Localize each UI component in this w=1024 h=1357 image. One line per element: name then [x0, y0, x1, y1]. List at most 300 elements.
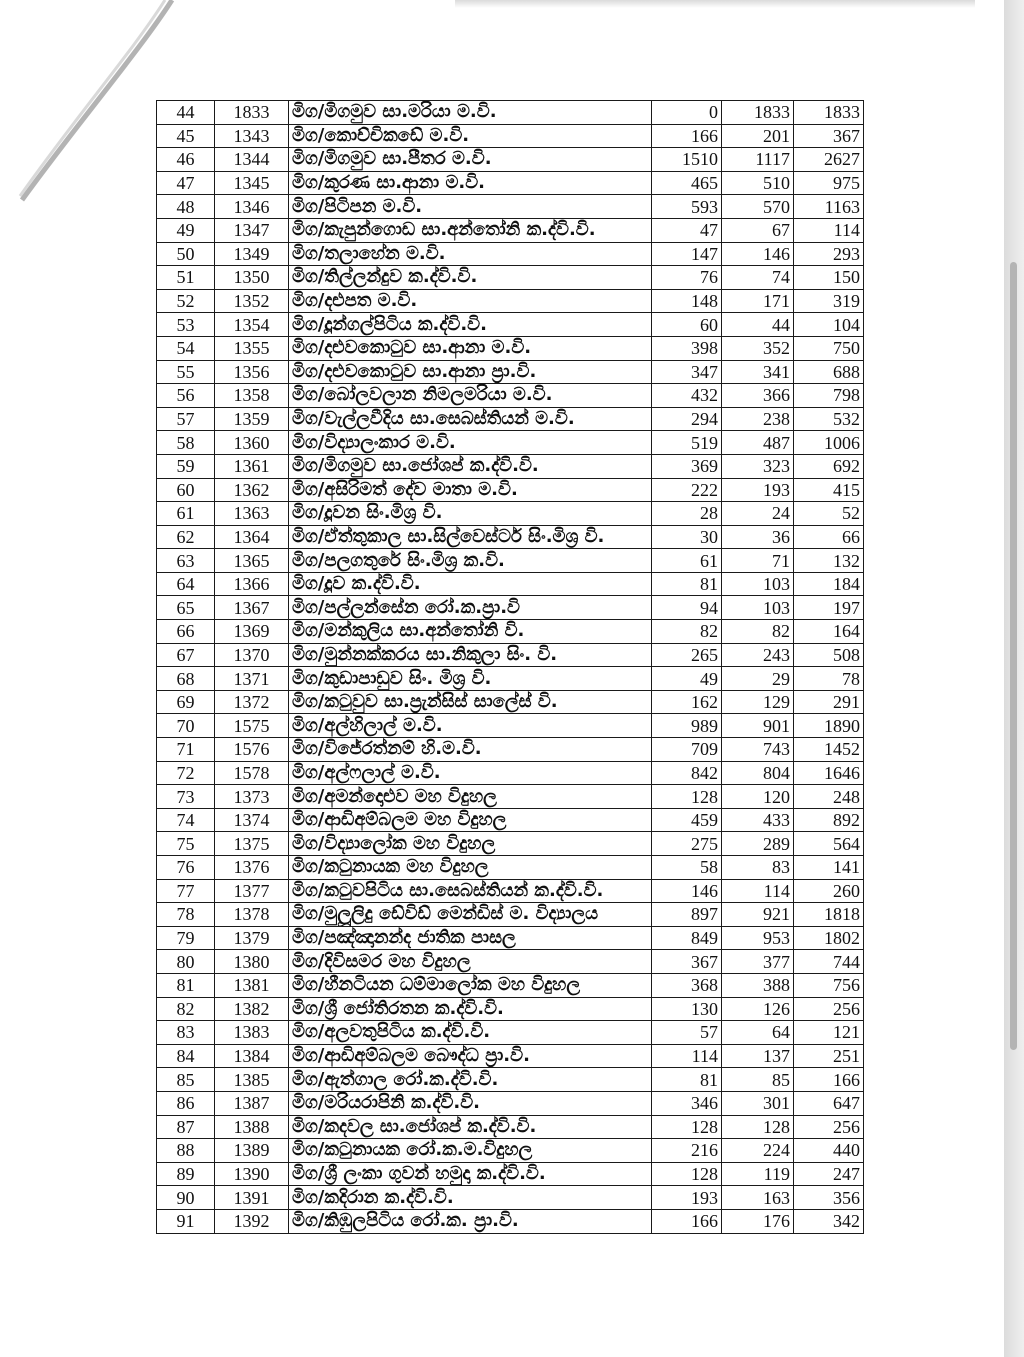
- table-row: [157, 549, 864, 573]
- total-count-cell: 342: [794, 1209, 864, 1233]
- table-row: [157, 525, 864, 549]
- boys-count-cell: 347: [652, 360, 722, 384]
- boys-count-cell: 58: [652, 856, 722, 880]
- row-number-cell: 75: [157, 832, 215, 856]
- boys-count-cell: 148: [652, 289, 722, 313]
- total-count-cell: 1833: [794, 101, 864, 125]
- boys-count-cell: 146: [652, 879, 722, 903]
- school-name-cell: මිග/මිගමුව සා.පීතර ම.වි.: [289, 148, 652, 172]
- boys-count-cell: 128: [652, 785, 722, 809]
- table-row: [157, 856, 864, 880]
- row-number-cell: 68: [157, 667, 215, 691]
- row-number-cell: 56: [157, 384, 215, 408]
- school-name-cell: මිග/කිඹුලපිටිය රෝ.ක. ප්‍රා.වි.: [289, 1209, 652, 1233]
- total-count-cell: 166: [794, 1068, 864, 1092]
- table-row: [157, 1021, 864, 1045]
- boys-count-cell: 81: [652, 572, 722, 596]
- girls-count-cell: 1833: [722, 101, 794, 125]
- school-name-cell: මිග/පිටිපන ම.වි.: [289, 195, 652, 219]
- row-number-cell: 59: [157, 454, 215, 478]
- row-number-cell: 57: [157, 407, 215, 431]
- boys-count-cell: 130: [652, 997, 722, 1021]
- girls-count-cell: 921: [722, 903, 794, 927]
- total-count-cell: 367: [794, 124, 864, 148]
- school-code-cell: 1372: [215, 690, 289, 714]
- table-row: [157, 997, 864, 1021]
- girls-count-cell: 352: [722, 336, 794, 360]
- total-count-cell: 750: [794, 336, 864, 360]
- girls-count-cell: 137: [722, 1044, 794, 1068]
- row-number-cell: 58: [157, 431, 215, 455]
- row-number-cell: 46: [157, 148, 215, 172]
- table-row: [157, 785, 864, 809]
- school-code-cell: 1358: [215, 384, 289, 408]
- school-code-cell: 1379: [215, 926, 289, 950]
- total-count-cell: 114: [794, 218, 864, 242]
- row-number-cell: 54: [157, 336, 215, 360]
- school-code-cell: 1389: [215, 1139, 289, 1163]
- school-name-cell: මිග/වැල්ලවීදිය සා.සෙබස්තියන් ම.වි.: [289, 407, 652, 431]
- row-number-cell: 61: [157, 502, 215, 526]
- school-code-cell: 1369: [215, 620, 289, 644]
- total-count-cell: 52: [794, 502, 864, 526]
- table-row: [157, 738, 864, 762]
- school-code-cell: 1367: [215, 596, 289, 620]
- girls-count-cell: 64: [722, 1021, 794, 1045]
- row-number-cell: 47: [157, 171, 215, 195]
- table-row: [157, 1139, 864, 1163]
- total-count-cell: 293: [794, 242, 864, 266]
- school-code-cell: 1373: [215, 785, 289, 809]
- total-count-cell: 756: [794, 973, 864, 997]
- total-count-cell: 532: [794, 407, 864, 431]
- total-count-cell: 1818: [794, 903, 864, 927]
- row-number-cell: 76: [157, 856, 215, 880]
- school-name-cell: මිග/මුලූලිදු ඩේවිඩ් මෙන්ඩිස් ම. විද්‍යාලය: [289, 903, 652, 927]
- row-number-cell: 82: [157, 997, 215, 1021]
- row-number-cell: 50: [157, 242, 215, 266]
- total-count-cell: 692: [794, 454, 864, 478]
- boys-count-cell: 57: [652, 1021, 722, 1045]
- school-code-cell: 1576: [215, 738, 289, 762]
- school-code-cell: 1390: [215, 1162, 289, 1186]
- school-name-cell: මිග/දිවිසමර මහ විදුහල: [289, 950, 652, 974]
- total-count-cell: 184: [794, 572, 864, 596]
- boys-count-cell: 114: [652, 1044, 722, 1068]
- school-code-cell: 1370: [215, 643, 289, 667]
- table-row: [157, 1186, 864, 1210]
- girls-count-cell: 804: [722, 761, 794, 785]
- school-code-cell: 1343: [215, 124, 289, 148]
- school-name-cell: මිග/මිගමුව සා.මරියා ම.වි.: [289, 101, 652, 125]
- boys-count-cell: 0: [652, 101, 722, 125]
- total-count-cell: 164: [794, 620, 864, 644]
- girls-count-cell: 341: [722, 360, 794, 384]
- school-code-cell: 1361: [215, 454, 289, 478]
- row-number-cell: 66: [157, 620, 215, 644]
- table-row: [157, 879, 864, 903]
- school-name-cell: මිග/මරියරාපිනි ක.ද්වි.වි.: [289, 1091, 652, 1115]
- girls-count-cell: 163: [722, 1186, 794, 1210]
- boys-count-cell: 82: [652, 620, 722, 644]
- school-name-cell: මිග/අල්හිලාල් ම.වි.: [289, 714, 652, 738]
- school-name-cell: මිග/කටුනායක මහ විදුහල: [289, 856, 652, 880]
- girls-count-cell: 36: [722, 525, 794, 549]
- school-code-cell: 1362: [215, 478, 289, 502]
- total-count-cell: 251: [794, 1044, 864, 1068]
- girls-count-cell: 119: [722, 1162, 794, 1186]
- total-count-cell: 744: [794, 950, 864, 974]
- school-code-cell: 1350: [215, 266, 289, 290]
- total-count-cell: 260: [794, 879, 864, 903]
- table-row: [157, 950, 864, 974]
- girls-count-cell: 176: [722, 1209, 794, 1233]
- table-row: [157, 384, 864, 408]
- school-code-cell: 1356: [215, 360, 289, 384]
- row-number-cell: 60: [157, 478, 215, 502]
- school-code-cell: 1378: [215, 903, 289, 927]
- school-code-cell: 1382: [215, 997, 289, 1021]
- school-code-cell: 1344: [215, 148, 289, 172]
- row-number-cell: 90: [157, 1186, 215, 1210]
- girls-count-cell: 71: [722, 549, 794, 573]
- total-count-cell: 248: [794, 785, 864, 809]
- school-name-cell: මිග/මිගමුව සා.ජෝශප් ක.ද්වි.වි.: [289, 454, 652, 478]
- row-number-cell: 44: [157, 101, 215, 125]
- total-count-cell: 247: [794, 1162, 864, 1186]
- school-code-cell: 1383: [215, 1021, 289, 1045]
- school-name-cell: මිග/ඇත්ගාල රෝ.ක.ද්වි.වි.: [289, 1068, 652, 1092]
- girls-count-cell: 44: [722, 313, 794, 337]
- school-name-cell: මිග/කදවල සා.ජෝශප් ක.ද්වි.වි.: [289, 1115, 652, 1139]
- table-row: [157, 690, 864, 714]
- school-name-cell: මිග/හීනටියන ධම්මාලෝක මහ විදුහල: [289, 973, 652, 997]
- boys-count-cell: 28: [652, 502, 722, 526]
- school-name-cell: මිග/දළුවකොටුව සා.ආනා ම.වි.: [289, 336, 652, 360]
- girls-count-cell: 126: [722, 997, 794, 1021]
- girls-count-cell: 301: [722, 1091, 794, 1115]
- boys-count-cell: 275: [652, 832, 722, 856]
- girls-count-cell: 29: [722, 667, 794, 691]
- boys-count-cell: 166: [652, 124, 722, 148]
- boys-count-cell: 128: [652, 1115, 722, 1139]
- row-number-cell: 88: [157, 1139, 215, 1163]
- school-name-cell: මිග/ඒත්තුකාල සා.සිල්වෙස්ටර් සිං.මිශ්‍ර වි.: [289, 525, 652, 549]
- table-row: [157, 360, 864, 384]
- total-count-cell: 356: [794, 1186, 864, 1210]
- row-number-cell: 53: [157, 313, 215, 337]
- school-name-cell: මිග/අල්ෆලාල් ම.වි.: [289, 761, 652, 785]
- boys-count-cell: 61: [652, 549, 722, 573]
- table-row: [157, 1162, 864, 1186]
- row-number-cell: 78: [157, 903, 215, 927]
- total-count-cell: 1163: [794, 195, 864, 219]
- school-code-cell: 1365: [215, 549, 289, 573]
- girls-count-cell: 953: [722, 926, 794, 950]
- boys-count-cell: 459: [652, 808, 722, 832]
- school-code-cell: 1345: [215, 171, 289, 195]
- table-row: [157, 171, 864, 195]
- boys-count-cell: 147: [652, 242, 722, 266]
- total-count-cell: 1006: [794, 431, 864, 455]
- row-number-cell: 71: [157, 738, 215, 762]
- table-row: [157, 667, 864, 691]
- school-name-cell: මිග/කැපුන්ගොඩ සා.අන්තෝනි ක.ද්වි.වි.: [289, 218, 652, 242]
- school-code-cell: 1349: [215, 242, 289, 266]
- boys-count-cell: 49: [652, 667, 722, 691]
- school-name-cell: මිග/ශ්‍රී ජෝතිරතන ක.ද්වි.වි.: [289, 997, 652, 1021]
- boys-count-cell: 193: [652, 1186, 722, 1210]
- boys-count-cell: 398: [652, 336, 722, 360]
- boys-count-cell: 76: [652, 266, 722, 290]
- boys-count-cell: 1510: [652, 148, 722, 172]
- school-name-cell: මිග/තිල්ලන්දුව ක.ද්වි.වි.: [289, 266, 652, 290]
- row-number-cell: 84: [157, 1044, 215, 1068]
- girls-count-cell: 433: [722, 808, 794, 832]
- school-name-cell: මිග/විද්‍යාලංකාර ම.වි.: [289, 431, 652, 455]
- total-count-cell: 256: [794, 1115, 864, 1139]
- school-name-cell: මිග/දූන්ගල්පිටිය ක.ද්වි.වි.: [289, 313, 652, 337]
- school-code-cell: 1354: [215, 313, 289, 337]
- table-row: [157, 1115, 864, 1139]
- girls-count-cell: 289: [722, 832, 794, 856]
- school-code-cell: 1833: [215, 101, 289, 125]
- table-row: [157, 903, 864, 927]
- total-count-cell: 564: [794, 832, 864, 856]
- table-row: [157, 572, 864, 596]
- table-row: [157, 313, 864, 337]
- table-row: [157, 218, 864, 242]
- row-number-cell: 63: [157, 549, 215, 573]
- girls-count-cell: 510: [722, 171, 794, 195]
- row-number-cell: 72: [157, 761, 215, 785]
- row-number-cell: 87: [157, 1115, 215, 1139]
- total-count-cell: 1890: [794, 714, 864, 738]
- table-row: [157, 124, 864, 148]
- school-name-cell: මිග/විජේරත්නම් හි.ම.වි.: [289, 738, 652, 762]
- school-name-cell: මිග/මන්කුලිය සා.අන්තෝනි වි.: [289, 620, 652, 644]
- girls-count-cell: 120: [722, 785, 794, 809]
- boys-count-cell: 222: [652, 478, 722, 502]
- table-row: [157, 148, 864, 172]
- table-row: [157, 289, 864, 313]
- row-number-cell: 64: [157, 572, 215, 596]
- boys-count-cell: 369: [652, 454, 722, 478]
- school-name-cell: මිග/දළුපත ම.වි.: [289, 289, 652, 313]
- row-number-cell: 91: [157, 1209, 215, 1233]
- table-row: [157, 714, 864, 738]
- girls-count-cell: 366: [722, 384, 794, 408]
- girls-count-cell: 85: [722, 1068, 794, 1092]
- total-count-cell: 975: [794, 171, 864, 195]
- girls-count-cell: 570: [722, 195, 794, 219]
- school-name-cell: මිග/කුරණ සා.ආනා ම.වි.: [289, 171, 652, 195]
- girls-count-cell: 103: [722, 596, 794, 620]
- total-count-cell: 319: [794, 289, 864, 313]
- row-number-cell: 70: [157, 714, 215, 738]
- school-code-cell: 1377: [215, 879, 289, 903]
- school-name-cell: මිග/කුඩාපාඩුව සිං. මිශ්‍ර වි.: [289, 667, 652, 691]
- total-count-cell: 1646: [794, 761, 864, 785]
- row-number-cell: 83: [157, 1021, 215, 1045]
- school-code-cell: 1363: [215, 502, 289, 526]
- girls-count-cell: 1117: [722, 148, 794, 172]
- total-count-cell: 688: [794, 360, 864, 384]
- school-code-cell: 1391: [215, 1186, 289, 1210]
- school-name-cell: මිග/ආඩිඅම්බලම බෞද්ධ ප්‍රා.වි.: [289, 1044, 652, 1068]
- table-row: [157, 808, 864, 832]
- girls-count-cell: 128: [722, 1115, 794, 1139]
- row-number-cell: 73: [157, 785, 215, 809]
- total-count-cell: 132: [794, 549, 864, 573]
- boys-count-cell: 216: [652, 1139, 722, 1163]
- boys-count-cell: 162: [652, 690, 722, 714]
- total-count-cell: 121: [794, 1021, 864, 1045]
- total-count-cell: 141: [794, 856, 864, 880]
- school-code-cell: 1385: [215, 1068, 289, 1092]
- boys-count-cell: 519: [652, 431, 722, 455]
- school-name-cell: මිග/කටුනායක රෝ.ක.ම.විදුහල: [289, 1139, 652, 1163]
- girls-count-cell: 83: [722, 856, 794, 880]
- table-row: [157, 1044, 864, 1068]
- table-row: [157, 478, 864, 502]
- girls-count-cell: 901: [722, 714, 794, 738]
- school-name-cell: මිග/පඤ්ඤානන්ද ජාතික පාසල: [289, 926, 652, 950]
- girls-count-cell: 193: [722, 478, 794, 502]
- school-name-cell: මිග/තලාහේන ම.වි.: [289, 242, 652, 266]
- girls-count-cell: 129: [722, 690, 794, 714]
- boys-count-cell: 166: [652, 1209, 722, 1233]
- table-row: [157, 431, 864, 455]
- table-row: [157, 266, 864, 290]
- row-number-cell: 55: [157, 360, 215, 384]
- school-code-cell: 1347: [215, 218, 289, 242]
- row-number-cell: 74: [157, 808, 215, 832]
- total-count-cell: 1452: [794, 738, 864, 762]
- table-row: [157, 1091, 864, 1115]
- school-code-cell: 1388: [215, 1115, 289, 1139]
- row-number-cell: 89: [157, 1162, 215, 1186]
- row-number-cell: 79: [157, 926, 215, 950]
- school-name-cell: මිග/ආඩිඅම්බලම මහ විදුහල: [289, 808, 652, 832]
- table-row: [157, 1209, 864, 1233]
- total-count-cell: 66: [794, 525, 864, 549]
- total-count-cell: 2627: [794, 148, 864, 172]
- girls-count-cell: 388: [722, 973, 794, 997]
- total-count-cell: 104: [794, 313, 864, 337]
- boys-count-cell: 47: [652, 218, 722, 242]
- boys-count-cell: 368: [652, 973, 722, 997]
- girls-count-cell: 243: [722, 643, 794, 667]
- table-row: [157, 101, 864, 125]
- school-code-cell: 1381: [215, 973, 289, 997]
- boys-count-cell: 842: [652, 761, 722, 785]
- school-code-cell: 1364: [215, 525, 289, 549]
- table-row: [157, 926, 864, 950]
- row-number-cell: 85: [157, 1068, 215, 1092]
- total-count-cell: 440: [794, 1139, 864, 1163]
- school-enrollment-table: [156, 100, 864, 1234]
- row-number-cell: 49: [157, 218, 215, 242]
- boys-count-cell: 30: [652, 525, 722, 549]
- table-row: [157, 761, 864, 785]
- row-number-cell: 48: [157, 195, 215, 219]
- boys-count-cell: 60: [652, 313, 722, 337]
- table-row: [157, 973, 864, 997]
- school-code-cell: 1366: [215, 572, 289, 596]
- total-count-cell: 291: [794, 690, 864, 714]
- table-row: [157, 195, 864, 219]
- school-code-cell: 1359: [215, 407, 289, 431]
- girls-count-cell: 103: [722, 572, 794, 596]
- girls-count-cell: 171: [722, 289, 794, 313]
- school-name-cell: මිග/කදිරාන ක.ද්වි.වි.: [289, 1186, 652, 1210]
- boys-count-cell: 346: [652, 1091, 722, 1115]
- scrollbar-thumb[interactable]: [1010, 262, 1017, 1050]
- school-name-cell: මිග/පලගතුරේ සිං.මිශ්‍ර ක.වි.: [289, 549, 652, 573]
- row-number-cell: 45: [157, 124, 215, 148]
- school-name-cell: මිග/විද්‍යාලෝක මහ විදුහල: [289, 832, 652, 856]
- total-count-cell: 256: [794, 997, 864, 1021]
- boys-count-cell: 432: [652, 384, 722, 408]
- girls-count-cell: 146: [722, 242, 794, 266]
- school-name-cell: මිග/අසිරිමත් දේව මාතා ම.වි.: [289, 478, 652, 502]
- row-number-cell: 62: [157, 525, 215, 549]
- table-row: [157, 620, 864, 644]
- girls-count-cell: 743: [722, 738, 794, 762]
- girls-count-cell: 224: [722, 1139, 794, 1163]
- total-count-cell: 197: [794, 596, 864, 620]
- boys-count-cell: 265: [652, 643, 722, 667]
- total-count-cell: 798: [794, 384, 864, 408]
- row-number-cell: 69: [157, 690, 215, 714]
- table-row: [157, 832, 864, 856]
- total-count-cell: 647: [794, 1091, 864, 1115]
- row-number-cell: 65: [157, 596, 215, 620]
- girls-count-cell: 82: [722, 620, 794, 644]
- school-name-cell: මිග/බෝලවලාන නිමලමරියා ම.වි.: [289, 384, 652, 408]
- row-number-cell: 77: [157, 879, 215, 903]
- row-number-cell: 86: [157, 1091, 215, 1115]
- school-name-cell: මිග/අලවතුපිටිය ක.ද්වි.වි.: [289, 1021, 652, 1045]
- table-row: [157, 407, 864, 431]
- school-code-cell: 1384: [215, 1044, 289, 1068]
- school-code-cell: 1578: [215, 761, 289, 785]
- girls-count-cell: 201: [722, 124, 794, 148]
- boys-count-cell: 367: [652, 950, 722, 974]
- school-name-cell: මිග/පල්ලන්සේන රෝ.ක.ප්‍රා.වි: [289, 596, 652, 620]
- table-row: [157, 1068, 864, 1092]
- girls-count-cell: 377: [722, 950, 794, 974]
- school-name-cell: මිග/මුන්නක්කරය සා.නිකුලා සිං. වි.: [289, 643, 652, 667]
- boys-count-cell: 465: [652, 171, 722, 195]
- school-code-cell: 1375: [215, 832, 289, 856]
- table-row: [157, 643, 864, 667]
- table-row: [157, 336, 864, 360]
- school-code-cell: 1346: [215, 195, 289, 219]
- school-code-cell: 1392: [215, 1209, 289, 1233]
- boys-count-cell: 94: [652, 596, 722, 620]
- row-number-cell: 51: [157, 266, 215, 290]
- girls-count-cell: 74: [722, 266, 794, 290]
- girls-count-cell: 67: [722, 218, 794, 242]
- boys-count-cell: 709: [652, 738, 722, 762]
- school-code-cell: 1355: [215, 336, 289, 360]
- school-code-cell: 1387: [215, 1091, 289, 1115]
- table-row: [157, 502, 864, 526]
- school-code-cell: 1352: [215, 289, 289, 313]
- total-count-cell: 892: [794, 808, 864, 832]
